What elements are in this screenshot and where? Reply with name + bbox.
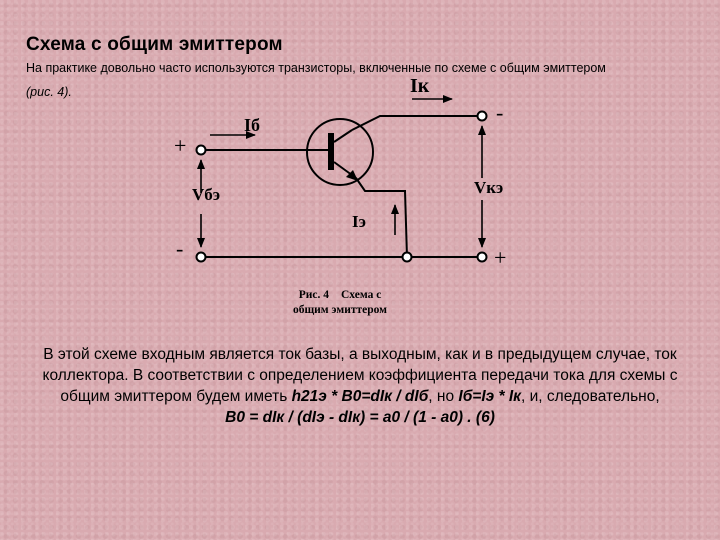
body-text-1: В этой схеме входным является ток базы, а выходным, как и в предыдущем случае, ток коллектора. В соответствии с определением коэффициента передачи тока для схемы с общим эмиттером будем иметь — [42, 346, 678, 405]
collector-wire — [352, 116, 478, 130]
label-vke: Vкэ — [474, 178, 504, 197]
junction-node — [403, 253, 412, 262]
formula-b0: B0 = dIк / (dIэ - dIк) = a0 / (1 - a0) . (6) — [225, 409, 495, 426]
figure-caption — [260, 288, 420, 318]
terminal-base — [197, 146, 206, 155]
sign-plus-input: + — [174, 133, 187, 158]
caption-label: Рис. 4 — [298, 289, 329, 301]
terminal-collector — [478, 112, 487, 121]
label-ie: Iэ — [352, 212, 366, 231]
body-paragraph — [28, 344, 692, 428]
collector-lead — [334, 130, 352, 142]
figure-reference: (рис. 4). — [26, 85, 72, 99]
sign-minus-output: - — [496, 100, 504, 125]
label-vbe: Vбэ — [192, 185, 221, 204]
body-text-3: , и, следовательно, — [521, 388, 660, 405]
caption-line1: Схема с — [340, 289, 382, 301]
terminal-output-ground — [478, 253, 487, 262]
label-ik: Iк — [410, 75, 430, 97]
sign-minus-input: - — [176, 236, 184, 261]
terminal-input-ground — [197, 253, 206, 262]
sign-plus-output: + — [494, 245, 507, 270]
formula-ib: Iб=Iэ * Iк — [458, 388, 522, 405]
caption-line2: общим эмиттером — [292, 304, 388, 316]
formula-h21: h21э * B0=dIк / dIб — [291, 388, 429, 405]
body-text-2: , но — [428, 388, 455, 405]
label-ib: Iб — [244, 115, 261, 135]
intro-sentence: На практике довольно часто используются транзисторы, включенные по схеме с общим эмиттером — [26, 61, 606, 75]
slide-title: Схема с общим эмиттером — [26, 34, 283, 55]
transistor-envelope — [307, 119, 373, 185]
